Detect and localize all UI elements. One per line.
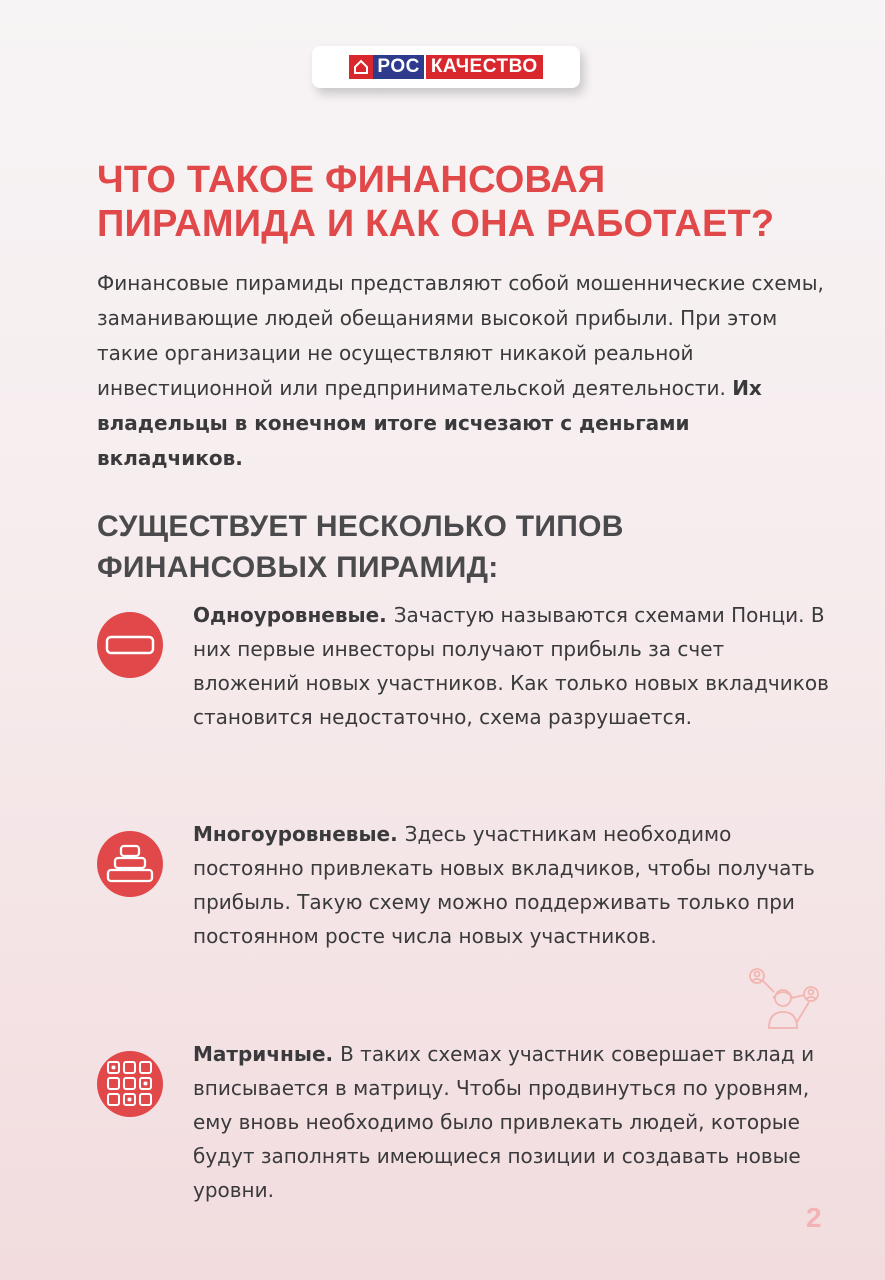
people-network-icon <box>743 962 825 1034</box>
intro-paragraph <box>97 266 837 476</box>
pyramid-type-description: Зачастую называются схемами Понци. В них первые инвесторы получают прибыль за счет вложений новых участников. Как только новых вкладчиков становится недостаточно, схема разрушается. <box>193 603 829 729</box>
pyramid-type-label: Одноуровневые. <box>193 603 394 627</box>
page-title-line-1: ЧТО ТАКОЕ ФИНАНСОВАЯ <box>97 159 606 201</box>
pyramid-type-label: Многоуровневые. <box>193 822 405 846</box>
section-subtitle <box>97 506 797 588</box>
pyramid-type-label: Матричные. <box>193 1042 341 1066</box>
pyramid-type-text <box>193 817 833 953</box>
intro-bold-text: Их владельцы в конечном итоге исчезают с деньгами вкладчиков. <box>97 376 762 470</box>
intro-text: Финансовые пирамиды представляют собой мошеннические схемы, заманивающие людей обещаниями высокой прибыли. При этом такие организации не осуществляют никакой реальной инвестиционной или предпринимательской деятельности. <box>97 271 824 400</box>
page-title <box>97 158 837 246</box>
section-subtitle-line-1: СУЩЕСТВУЕТ НЕСКОЛЬКО ТИПОВ <box>97 510 624 543</box>
section-subtitle-line-2: ФИНАНСОВЫХ ПИРАМИД: <box>97 551 499 584</box>
matrix-grid-icon <box>97 1051 163 1117</box>
pyramid-type-description: Здесь участникам необходимо постоянно привлекать новых вкладчиков, чтобы получать прибыль. Такую схему можно поддерживать только при постоянном росте числа новых участников. <box>193 822 815 948</box>
roskachestvo-logo <box>312 46 580 88</box>
single-bar-icon <box>97 612 163 678</box>
pyramid-type-text <box>193 598 833 734</box>
logo-text-ros: РОС <box>373 55 423 79</box>
page-title-line-2: ПИРАМИДА И КАК ОНА РАБОТАЕТ? <box>97 203 775 245</box>
pyramid-type-text <box>193 1037 833 1207</box>
house-icon <box>349 55 373 79</box>
page-number: 2 <box>806 1202 822 1233</box>
stacked-bars-icon <box>97 831 163 897</box>
pyramid-type-description: В таких схемах участник совершает вклад и вписывается в матрицу. Чтобы продвинуться по уровням, ему вновь необходимо было привлекать людей, которые будут заполнять имеющиеся позиции и создавать новые уровни. <box>193 1042 815 1202</box>
logo-text-kachestvo: КАЧЕСТВО <box>426 55 543 79</box>
